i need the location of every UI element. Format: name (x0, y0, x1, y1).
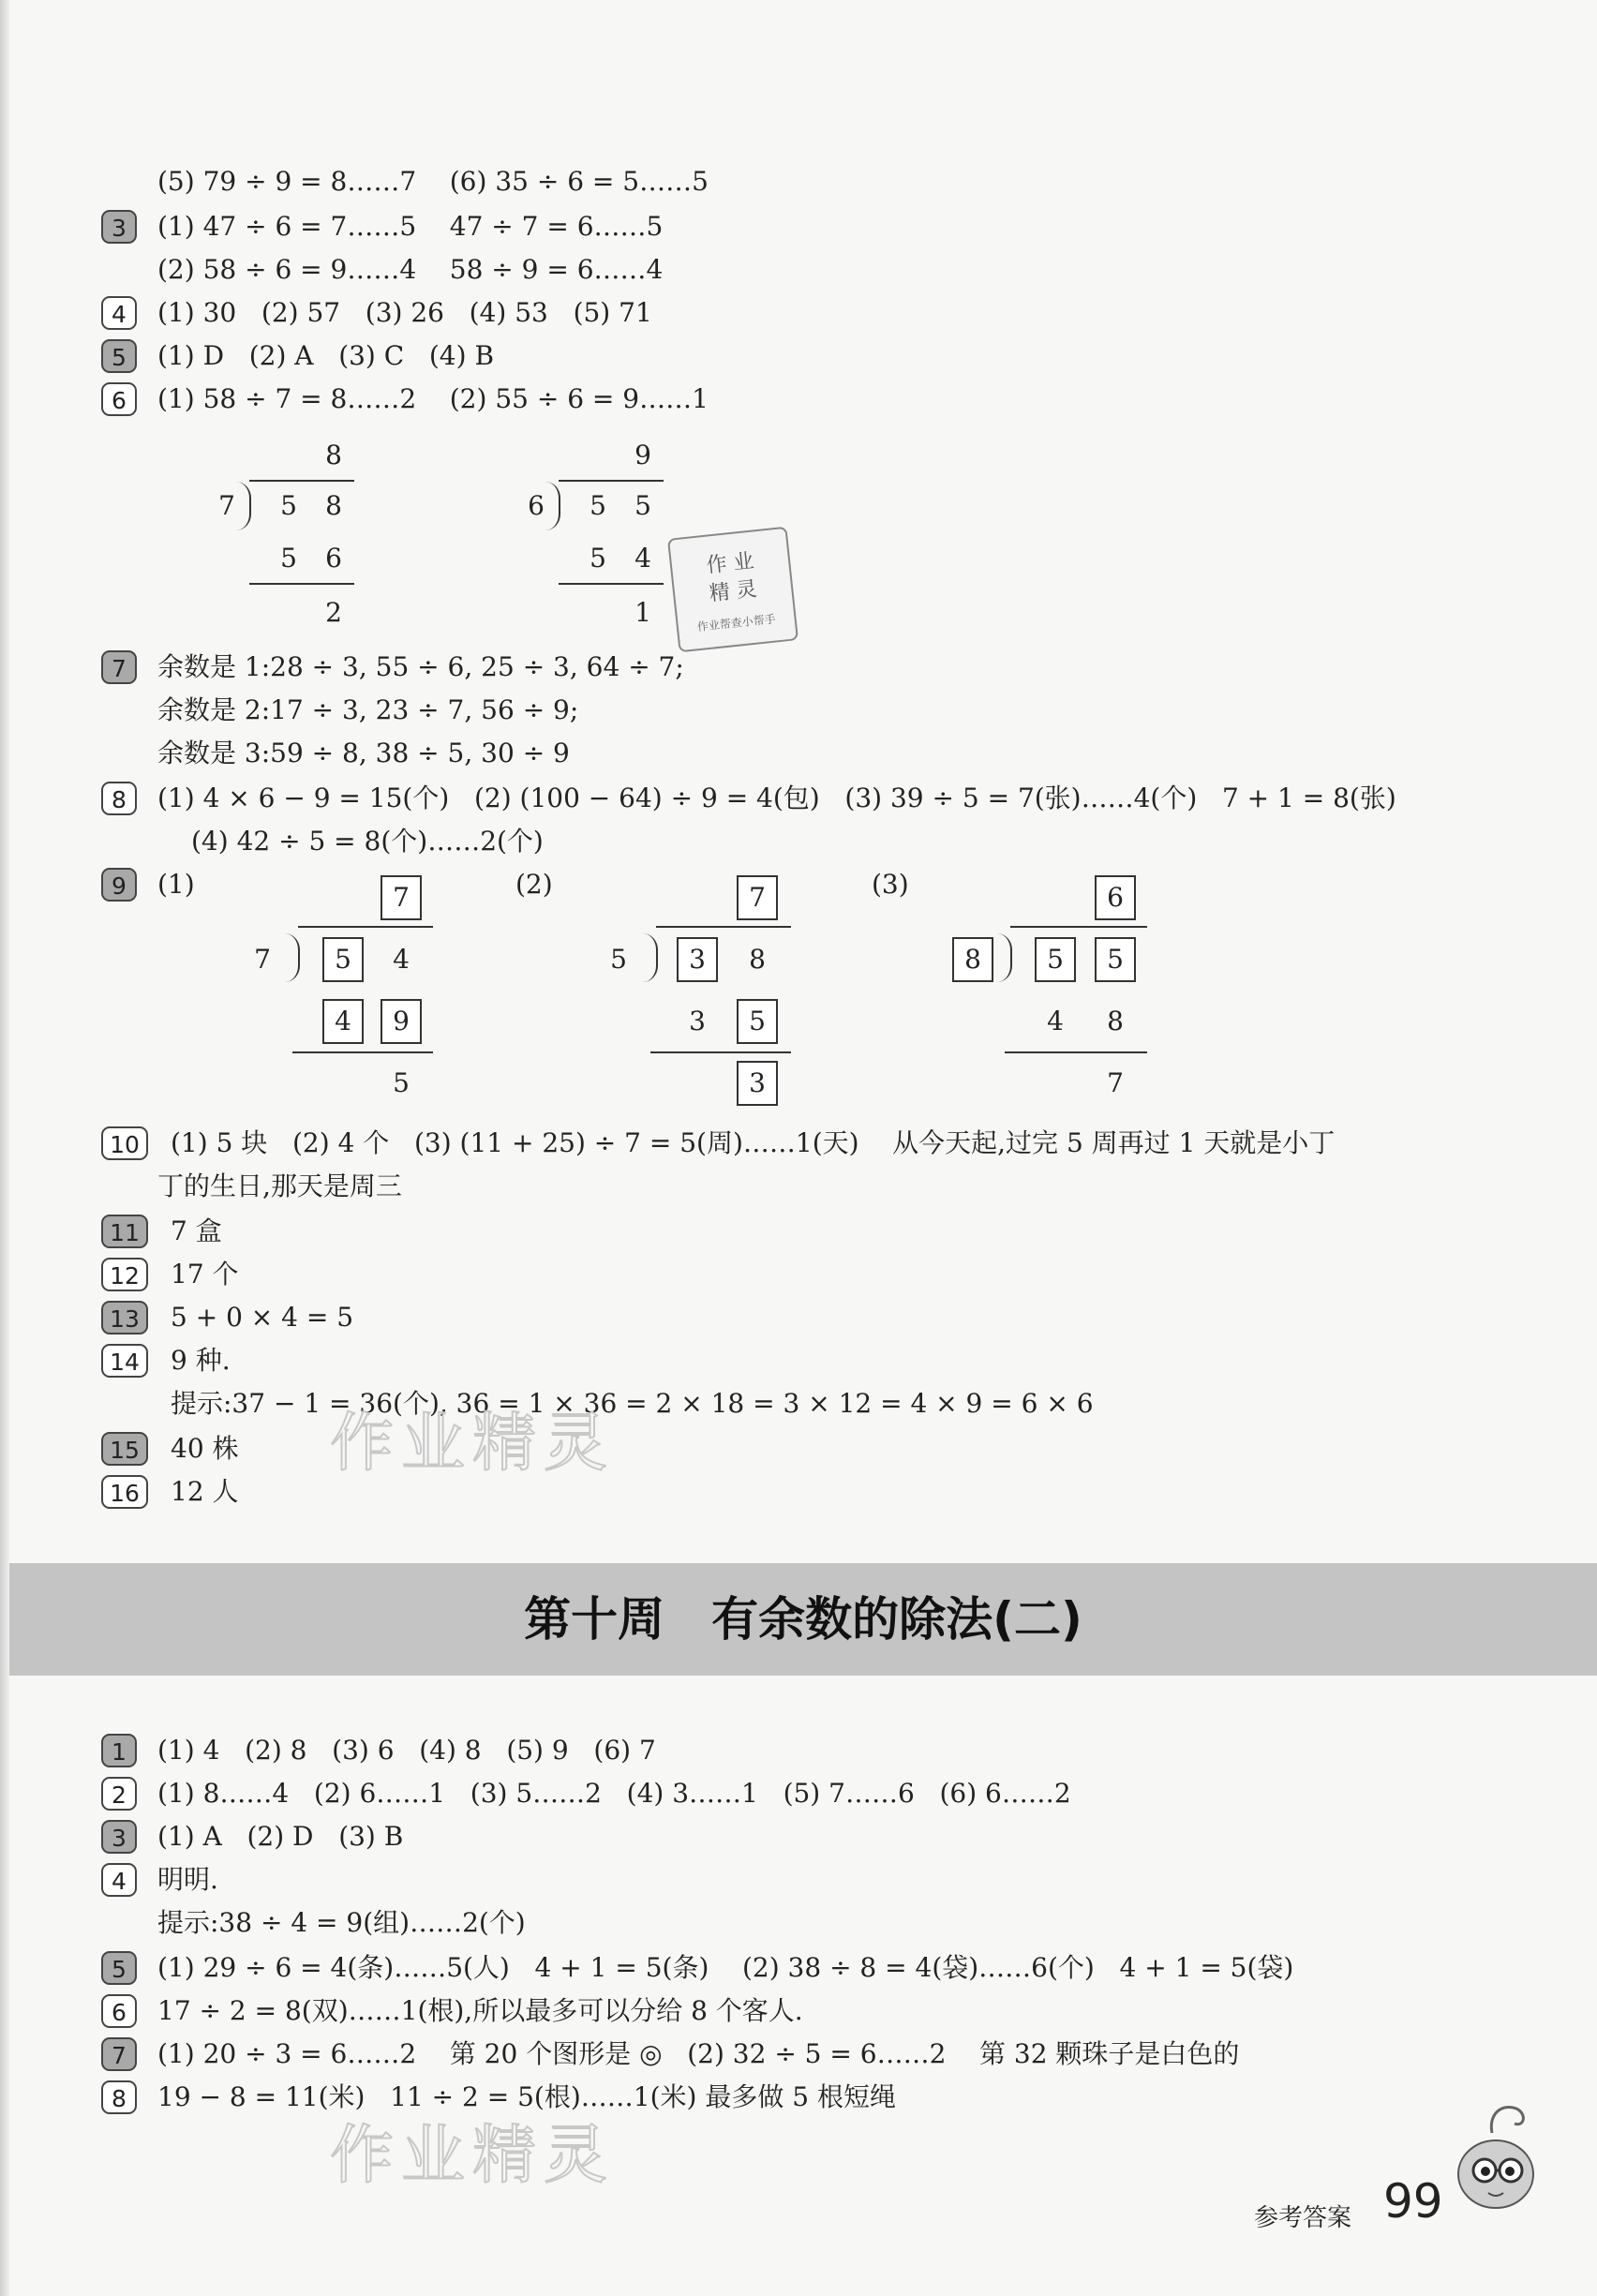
remainder: 7 (1107, 1067, 1124, 1098)
question-number: 16 (101, 1475, 148, 1509)
answer-line: 40 株 (171, 1433, 239, 1464)
question-number: 4 (101, 1863, 137, 1897)
question-number: 7 (101, 650, 137, 684)
division-bar (656, 926, 791, 928)
answer-line: 9 种. (171, 1345, 231, 1376)
quotient-box: 7 (737, 875, 778, 920)
division-bar (559, 480, 664, 482)
division-bar (298, 926, 433, 928)
product-digit: 8 (1107, 1006, 1124, 1036)
question-number: 13 (101, 1301, 148, 1334)
answer-line: 17 ÷ 2 = 8(双)……1(根),所以最多可以分给 8 个客人. (157, 1995, 803, 2026)
product-box: 4 (322, 999, 364, 1044)
question-number: 11 (101, 1215, 148, 1248)
watermark: 作业精灵 (330, 2119, 616, 2193)
dividend-box: 5 (1095, 937, 1136, 982)
answer-line: 明明. (157, 1864, 218, 1895)
answer-line: 5 + 0 × 4 = 5 (171, 1302, 354, 1333)
question-number: 1 (101, 1734, 137, 1767)
watermark: 作业精灵 (330, 1407, 616, 1481)
product-digit: 5 (280, 543, 297, 574)
question-number: 6 (101, 382, 137, 416)
product-digit: 4 (1047, 1006, 1064, 1036)
answer-line: (1) D (2) A (3) C (4) B (157, 340, 495, 371)
answer-line: 17 个 (171, 1259, 239, 1290)
answer-line: 余数是 2:17 ÷ 3, 23 ÷ 7, 56 ÷ 9; (157, 694, 579, 725)
dividend-digit: 5 (590, 490, 606, 521)
division-bracket (285, 933, 300, 982)
remainder: 1 (634, 597, 651, 628)
answer-line: (1) 29 ÷ 6 = 4(条)……5(人) 4 + 1 = 5(条) (2) 38 ÷ 8 = 4(袋)……6(个) 4 + 1 = 5(袋) (157, 1952, 1294, 1983)
dividend-box: 5 (1035, 937, 1076, 982)
answer-line: (4) 42 ÷ 5 = 8(个)……2(个) (191, 826, 544, 857)
subtraction-line (650, 1051, 791, 1053)
subtraction-line (292, 1051, 433, 1053)
sub-label: (3) (872, 869, 909, 900)
product-digit: 3 (689, 1006, 706, 1036)
divisor: 7 (254, 944, 271, 975)
answer-line: 丁的生日,那天是周三 (157, 1170, 402, 1201)
product-digit: 6 (325, 543, 342, 574)
division-bracket (236, 482, 251, 530)
question-number: 5 (101, 339, 137, 373)
subtraction-line (559, 583, 664, 585)
question-number: 4 (101, 296, 137, 330)
dividend-digit: 5 (280, 490, 297, 521)
divisor-box: 8 (952, 937, 993, 982)
question-number: 9 (101, 868, 137, 902)
answer-line: 7 盒 (171, 1215, 222, 1246)
subtraction-line (249, 583, 354, 585)
product-box: 5 (737, 999, 778, 1044)
answer-line: (1) A (2) D (3) B (157, 1821, 404, 1852)
section-title: 第十周 有余数的除法(二) (524, 1592, 1082, 1647)
division-bracket (545, 482, 560, 530)
remainder: 2 (325, 597, 342, 628)
answer-line: 余数是 3:59 ÷ 8, 38 ÷ 5, 30 ÷ 9 (157, 738, 570, 768)
question-number: 15 (101, 1432, 148, 1466)
answer-line: (5) 79 ÷ 9 = 8……7 (6) 35 ÷ 6 = 5……5 (157, 166, 709, 197)
dividend-digit: 8 (325, 490, 342, 521)
answer-line: (1) 30 (2) 57 (3) 26 (4) 53 (5) 71 (157, 297, 652, 328)
stamp-logo (667, 527, 798, 653)
answer-line: (2) 58 ÷ 6 = 9……4 58 ÷ 9 = 6……4 (157, 254, 664, 285)
quotient-box: 7 (381, 875, 422, 920)
question-number: 7 (101, 2037, 137, 2071)
page-number: 99 (1383, 2174, 1443, 2229)
answer-line: 余数是 1:28 ÷ 3, 55 ÷ 6, 25 ÷ 3, 64 ÷ 7; (157, 651, 684, 682)
question-number: 12 (101, 1258, 148, 1291)
remainder: 5 (393, 1067, 410, 1098)
answer-line: (1) 58 ÷ 7 = 8……2 (2) 55 ÷ 6 = 9……1 (157, 383, 709, 414)
product-digit: 5 (590, 543, 606, 574)
answer-line: (1) 4 (2) 8 (3) 6 (4) 8 (5) 9 (6) 7 (157, 1735, 656, 1766)
question-number: 6 (101, 1994, 137, 2028)
question-number: 10 (101, 1126, 148, 1160)
remainder-box: 3 (737, 1061, 778, 1106)
question-number: 14 (101, 1344, 148, 1378)
divisor: 5 (610, 944, 627, 975)
divisor: 7 (218, 490, 235, 521)
dividend-digit: 5 (634, 490, 651, 521)
division-bracket (643, 933, 658, 982)
division-bracket (997, 933, 1012, 982)
page-spine (0, 0, 9, 2296)
mascot-icon (1443, 2095, 1556, 2217)
question-number: 8 (101, 2080, 137, 2114)
answer-line: (1) 8……4 (2) 6……1 (3) 5……2 (4) 3……1 (5) 7……6 (6) 6……2 (157, 1778, 1071, 1809)
answer-line: 19 − 8 = 11(米) 11 ÷ 2 = 5(根)……1(米) 最多做 5 根短绳 (157, 2081, 896, 2112)
dividend-digit: 8 (749, 944, 766, 975)
footer-label: 参考答案 (1254, 2204, 1352, 2232)
answer-line: (1) 47 ÷ 6 = 7……5 47 ÷ 7 = 6……5 (157, 211, 664, 242)
answer-line: (1) 4 × 6 − 9 = 15(个) (2) (100 − 64) ÷ 9 = 4(包) (3) 39 ÷ 5 = 7(张)……4(个) 7 + 1 = 8(张) (157, 783, 1396, 813)
section-header (9, 1563, 1597, 1676)
dividend-box: 5 (322, 937, 364, 982)
dividend-box: 3 (677, 937, 718, 982)
answer-line: (1) 5 块 (2) 4 个 (3) (11 + 25) ÷ 7 = 5(周)……1(天) 从今天起,过完 5 周再过 1 天就是小丁 (171, 1127, 1336, 1158)
sub-label: (2) (515, 869, 553, 900)
answer-line: 提示:38 ÷ 4 = 9(组)……2(个) (157, 1907, 526, 1938)
dividend-digit: 4 (393, 944, 410, 975)
question-number: 3 (101, 1820, 137, 1854)
stamp-text: 精 灵 (708, 577, 758, 606)
product-box: 9 (381, 999, 422, 1044)
question-number: 5 (101, 1951, 137, 1985)
question-number: 8 (101, 782, 137, 815)
quotient-box: 6 (1095, 875, 1136, 920)
quotient-digit: 8 (325, 440, 342, 470)
answer-line: 12 人 (171, 1476, 239, 1507)
product-digit: 4 (634, 543, 651, 574)
quotient-digit: 9 (634, 440, 651, 470)
division-bar (249, 480, 354, 482)
answer-line: 提示:37 − 1 = 36(个), 36 = 1 × 36 = 2 × 18 = 3 × 12 = 4 × 9 = 6 × 6 (171, 1388, 1094, 1419)
division-bar (1010, 926, 1147, 928)
question-number: 3 (101, 210, 137, 244)
subtraction-line (1005, 1051, 1147, 1053)
stamp-text: 作 业 (705, 549, 755, 578)
question-number: 2 (101, 1777, 137, 1811)
divisor: 6 (528, 490, 545, 521)
stamp-text: 作业帮查小帮手 (696, 612, 777, 634)
sub-label: (1) (157, 869, 195, 900)
answer-line: (1) 20 ÷ 3 = 6……2 第 20 个图形是 ◎ (2) 32 ÷ 5 = 6……2 第 32 颗珠子是白色的 (157, 2038, 1240, 2069)
